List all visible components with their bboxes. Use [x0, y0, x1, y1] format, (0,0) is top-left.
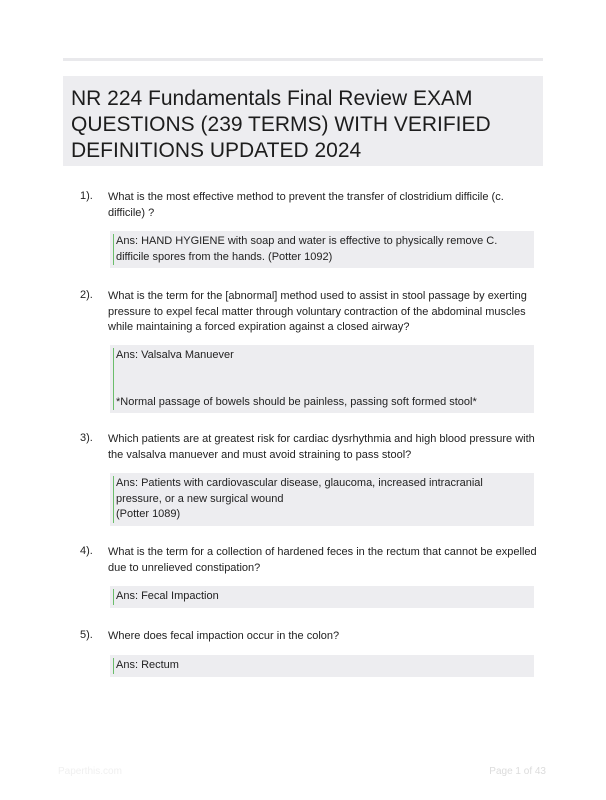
answer-citation: (Potter 1089) [116, 508, 181, 520]
question-text: What is the most effective method to prevent the transfer of clostridium difficile (c. difficile) ? [108, 191, 504, 219]
answer-box [110, 655, 534, 677]
question-number: 1). [80, 190, 93, 202]
title-banner [63, 76, 543, 166]
question-number: 4). [80, 545, 93, 557]
question-text: Which patients are at greatest risk for cardiac dysrhythmia and high blood pressure with the valsalva manuever and must avoid straining to pass stool? [108, 433, 535, 461]
answer-text: Ans: Fecal Impaction [116, 590, 219, 602]
answer-blank-line [116, 364, 530, 380]
answer-box [110, 345, 534, 413]
question-number: 5). [80, 629, 93, 641]
answer-box [110, 473, 534, 526]
answer-box [110, 231, 534, 268]
page-number: Page 1 of 43 [489, 766, 546, 777]
answer-text: Ans: Valsalva Manuever [116, 349, 234, 361]
question-number: 3). [80, 432, 93, 444]
top-divider [63, 58, 543, 61]
question-text: Where does fecal impaction occur in the colon? [108, 630, 340, 642]
answer-text: Ans: Patients with cardiovascular disease, glaucoma, increased intracranial pressure, or a new surgical wound [116, 477, 486, 505]
answer-text: Ans: HAND HYGIENE with soap and water is effective to physically remove C. difficile spores from the hands. (Potter 1092) [116, 235, 501, 263]
document-title: NR 224 Fundamentals Final Review EXAM QUESTIONS (239 TERMS) WITH VERIFIED DEFINITIONS UPDATED 2024 [71, 87, 491, 162]
question-text: What is the term for a collection of hardened feces in the rectum that cannot be expelled due to unrelieved constipation? [108, 546, 537, 574]
question-text: What is the term for the [abnormal] method used to assist in stool passage by exerting pressure to expel fecal matter through voluntary contraction of the abdominal muscles while maintaining a forced expiration against a closed airway? [108, 290, 527, 333]
answer-note: *Normal passage of bowels should be painless, passing soft formed stool* [116, 395, 477, 408]
answer-box [110, 586, 534, 608]
footer-watermark: Paperthis.com [58, 766, 122, 777]
question-number: 2). [80, 289, 93, 301]
answer-blank-line [116, 379, 530, 395]
answer-text: Ans: Rectum [116, 659, 179, 671]
